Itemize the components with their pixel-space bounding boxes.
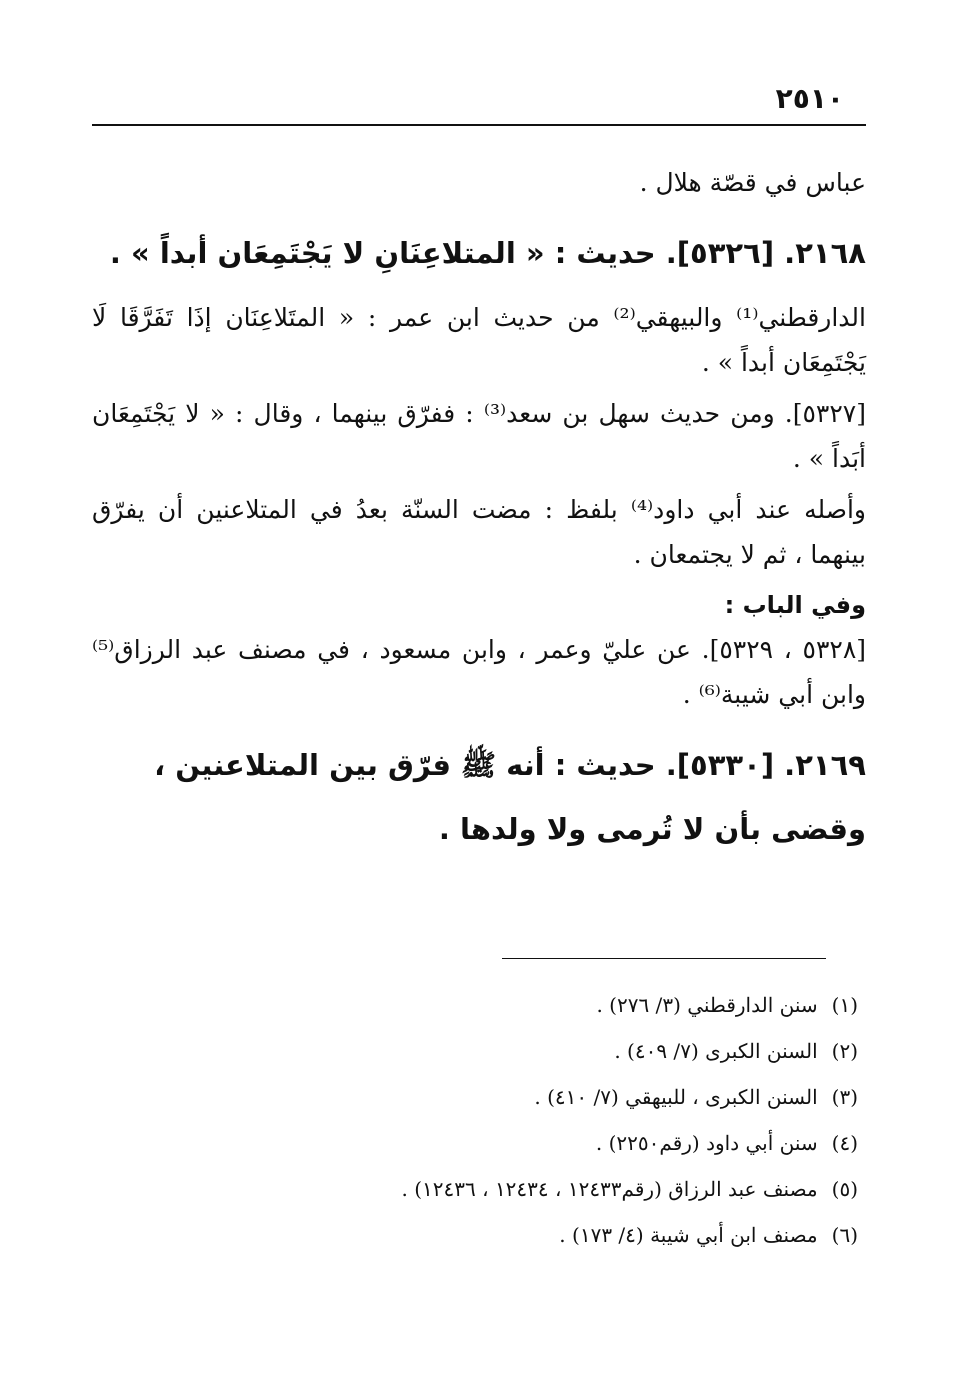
- footnote-number: (١): [831, 993, 858, 1017]
- paragraph-daraqutni: الدارقطني⁽¹⁾ والبيهقي⁽²⁾ من حديث ابن عمر : « المتَلاعِنَان إذَا تَفَرَّقَا لَا يَجْتَمِعَان أبداً » .: [92, 303, 866, 377]
- footnote-number: (٤): [831, 1131, 858, 1155]
- footnote-text: السنن الكبرى ، للبيهقي (٧/ ٤١٠) .: [534, 1085, 818, 1109]
- paragraph-abu-dawud: وأصله عند أبي داود⁽⁴⁾ بلفظ : مضت السنّة بعدُ في المتلاعنين أن يفرّق بينهما ، ثم لا يجتمعان .: [92, 495, 867, 569]
- footnote-text: السنن الكبرى (٧/ ٤٠٩) .: [614, 1039, 818, 1063]
- footnotes: [92, 982, 866, 1258]
- footnote-text: مصنف عبد الرزاق (رقم١٢٤٣٣ ، ١٢٤٣٤ ، ١٢٤٣٦) .: [401, 1177, 818, 1201]
- footnote-item: [92, 1028, 858, 1074]
- footnote-number: (٣): [831, 1085, 858, 1109]
- footnote-rule: [502, 958, 826, 959]
- header-rule: [92, 124, 866, 126]
- paragraph-sahl: [٥٣٢٧]. ومن حديث سهل بن سعد⁽³⁾ : ففرّق بينهما ، وقال : « لا يَجْتَمِعَان أبَداً » .: [92, 399, 866, 473]
- footnote-item: [92, 982, 858, 1028]
- footnote-number: (٢): [831, 1039, 858, 1063]
- footnote-text: سنن الدارقطني (٣/ ٢٧٦) .: [596, 993, 818, 1017]
- footnote-item: [92, 1120, 858, 1166]
- footnote-item: [92, 1212, 858, 1258]
- footnote-text: سنن أبي داود (رقم٢٢٥٠) .: [595, 1131, 818, 1155]
- footnote-item: [92, 1074, 858, 1120]
- footnote-item: [92, 1166, 858, 1212]
- intro-line: عباس في قصّة هلال .: [639, 168, 866, 197]
- fil-bab-heading: وفي الباب :: [724, 591, 866, 619]
- footnote-number: (٥): [831, 1177, 858, 1201]
- hadith-2168-title: ٢١٦٨. [٥٣٢٦]. حديث : « المتلاعِنَانِ لا يَجْتَمِعَان أبداً » .: [109, 236, 866, 270]
- footnote-number: (٦): [831, 1223, 858, 1247]
- paragraph-fil-bab: [٥٣٢٨ ، ٥٣٢٩]. عن عليّ وعمر ، وابن مسعود ، في مصنف عبد الرزاق⁽⁵⁾ وابن أبي شيبة⁽⁶⁾ .: [92, 635, 867, 709]
- document-page: [92, 0, 866, 1384]
- hadith-2169-title: ٢١٦٩. [٥٣٣٠]. حديث : أنه ﷺ فرّق بين المتلاعنين ، وقضى بأن لا تُرمى ولا ولدها .: [154, 748, 866, 846]
- body-text: [92, 160, 866, 871]
- page-number: ٢٥١٠: [775, 82, 844, 115]
- footnote-text: مصنف ابن أبي شيبة (٤/ ١٧٣) .: [559, 1223, 818, 1247]
